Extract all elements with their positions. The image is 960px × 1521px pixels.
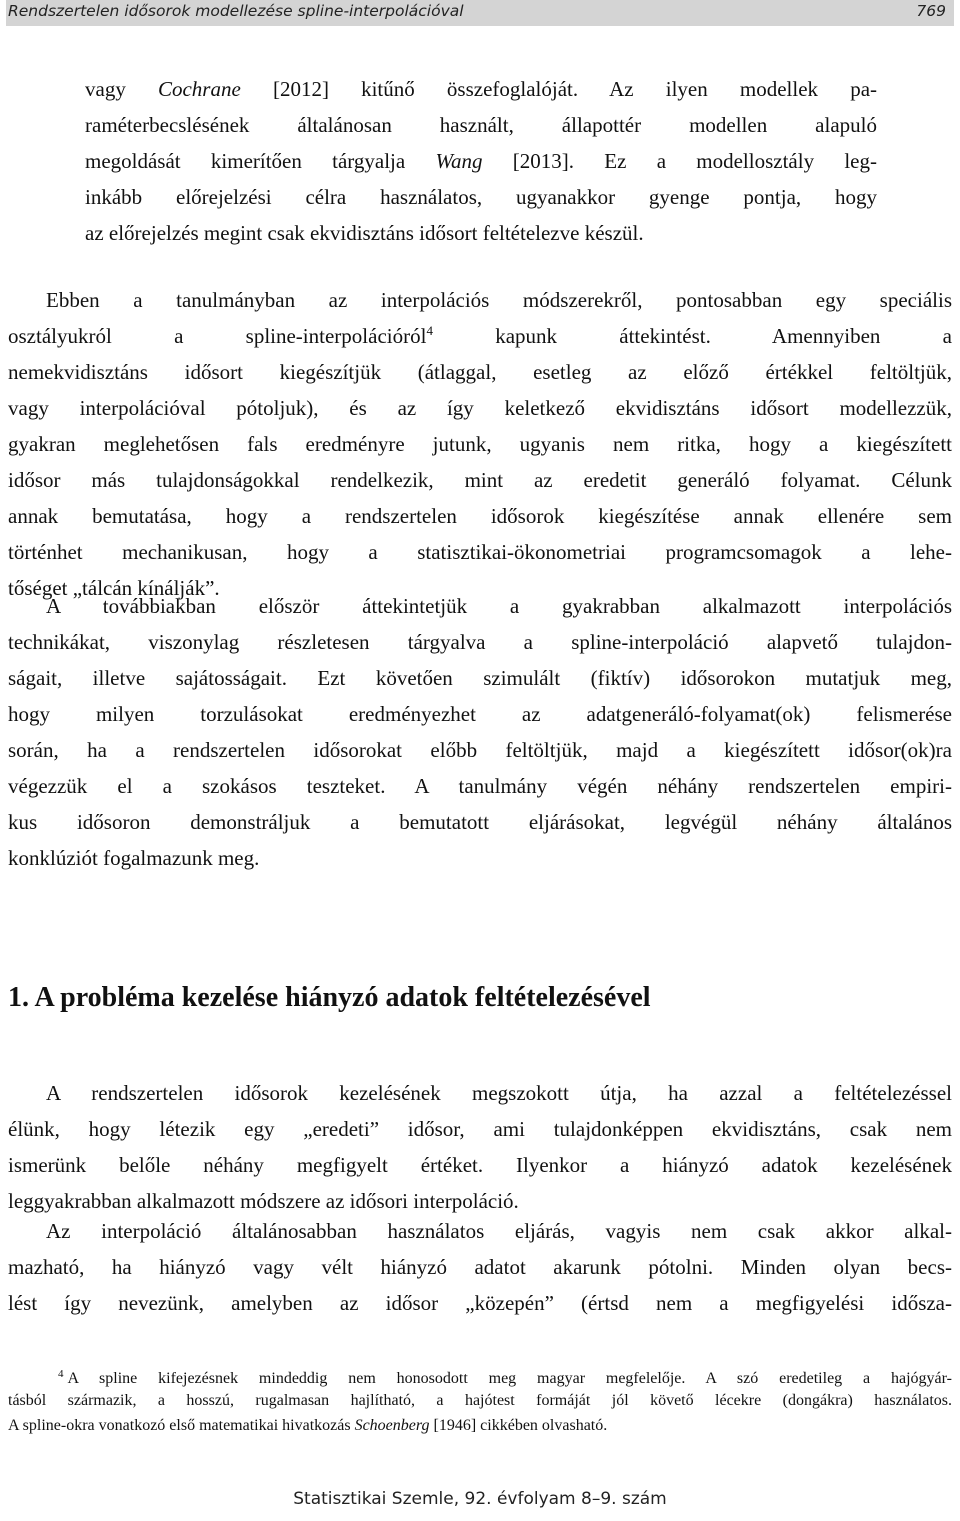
text-line: lést így nevezünk, amelyben az idősor „közepén” (értsd nem a megfigyelési idősza- bbox=[8, 1291, 952, 1315]
page-number: 769 bbox=[916, 2, 946, 20]
text-line: raméterbecslésének általánosan használt, állapottér modellen alapuló bbox=[85, 113, 877, 137]
text-line: A rendszertelen idősorok kezelésének megszokott útja, ha azzal a feltételezéssel bbox=[46, 1081, 952, 1105]
footnote bbox=[8, 1362, 952, 1439]
text-line: nemekvidisztáns idősort kiegészítjük (átlaggal, esetleg az előző értékkel feltöltjük, bbox=[8, 360, 952, 384]
footnote-line: A spline-okra vonatkozó első matematikai hivatkozás Schoenberg [1946] cikkében olvasható. bbox=[8, 1417, 608, 1434]
text-line: annak bemutatása, hogy a rendszertelen idősorok kiegészítése annak ellenére sem bbox=[8, 504, 952, 528]
text-line: konklúziót fogalmazunk meg. bbox=[8, 846, 260, 870]
citation: Wang bbox=[435, 149, 483, 173]
text-line: hogy milyen torzulásokat eredményezhet az adatgeneráló-folyamat(ok) felismerése bbox=[8, 702, 952, 726]
text-line: kus idősoron demonstráljuk a bemutatott eljárásokat, legvégül néhány általános bbox=[8, 810, 952, 834]
section-heading: 1. A probléma kezelése hiányzó adatok feltételezésével bbox=[8, 982, 651, 1013]
text-line: végezzük el a szokásos teszteket. A tanulmány végén néhány rendszertelen empiri- bbox=[8, 774, 952, 798]
text-line: történhet mechanikusan, hogy a statisztikai-ökonometriai programcsomagok a lehe- bbox=[8, 540, 952, 564]
text-line: során, ha a rendszertelen idősorokat előbb feltöltjük, majd a kiegészített idősor(ok)ra bbox=[8, 738, 952, 762]
footnote-line: $^4$ A spline kifejezésnek mindeddig nem honosodott meg magyar megfelelője. A szó eredetileg a hajógyár- bbox=[8, 1362, 952, 1388]
paragraph-interpolation bbox=[8, 1213, 952, 1321]
text-line: ságait, illetve sajátosságait. Ezt követően szimulált (fiktív) idősorokon mutatjuk meg, bbox=[8, 666, 952, 690]
text-line: inkább előrejelzési célra használatos, ugyanakkor gyenge pontja, hogy bbox=[85, 185, 877, 209]
running-head-title: Rendszertelen idősorok modellezése spline-interpolációval bbox=[8, 2, 464, 20]
text-line: osztályukról a spline-interpolációról$^4$ kapunk áttekintést. Amennyiben a bbox=[8, 323, 952, 348]
text-line: az előrejelzés megint csak ekvidisztáns idősort feltételezve készül. bbox=[85, 221, 644, 245]
text-line: ismerünk belőle néhány megfigyelt értéket. Ilyenkor a hiányzó adatok kezelésének bbox=[8, 1153, 952, 1177]
text-line: A továbbiakban először áttekintetjük a gyakrabban alkalmazott interpolációs bbox=[46, 594, 952, 618]
text-line: Az interpoláció általánosabban használatos eljárás, vagyis nem csak akkor alkal- bbox=[46, 1219, 952, 1243]
text-line: mazható, ha hiányzó vagy vélt hiányzó adatot akarunk pótolni. Minden olyan becs- bbox=[8, 1255, 952, 1279]
paragraph-introduction bbox=[8, 282, 952, 606]
footnote-mark: 4 bbox=[58, 1368, 64, 1380]
footnote-reference: 4 bbox=[426, 323, 433, 338]
text-line: vagy interpolációval pótoljuk), és az így keletkező ekvidisztáns idősort modellezzük, bbox=[8, 396, 952, 420]
footnote-line: tásból származik, a hosszú, rugalmasan hajlítható, a hajótest formáját jól követő lécekre (dongákra) használatos. bbox=[8, 1391, 952, 1409]
running-head bbox=[6, 0, 954, 26]
text-line: megoldását kimerítően tárgyalja Wang [2013]. Ez a modellosztály leg- bbox=[85, 149, 877, 173]
citation: Cochrane bbox=[157, 77, 241, 101]
text-line: gyakran meglehetősen fals eredményre jutunk, ugyanis nem ritka, hogy a kiegészített bbox=[8, 432, 952, 456]
text-line: vagy Cochrane [2012] kitűnő összefoglalóját. Az ilyen modellek pa- bbox=[85, 77, 877, 101]
text-line: tőséget „tálcán kínálják”. bbox=[8, 576, 220, 600]
citation: Schoenberg bbox=[354, 1417, 430, 1434]
text-line: idősor más tulajdonságokkal rendelkezik, mint az eredetit generáló folyamat. Célunk bbox=[8, 468, 952, 492]
text-line: Ebben a tanulmányban az interpolációs módszerekről, pontosabban egy speciális bbox=[46, 288, 952, 312]
paragraph-continuation bbox=[85, 71, 877, 251]
text-line: technikákat, viszonylag részletesen tárgyalva a spline-interpoláció alapvető tulajdon- bbox=[8, 630, 952, 654]
text-line: leggyakrabban alkalmazott módszere az idősori interpoláció. bbox=[8, 1189, 519, 1213]
journal-footer: Statisztikai Szemle, 92. évfolyam 8–9. szám bbox=[293, 1489, 667, 1509]
paragraph-outline bbox=[8, 588, 952, 876]
paragraph-missing-data bbox=[8, 1075, 952, 1219]
text-line: élünk, hogy létezik egy „eredeti” idősor, ami tulajdonképpen ekvidisztáns, csak nem bbox=[8, 1117, 952, 1141]
